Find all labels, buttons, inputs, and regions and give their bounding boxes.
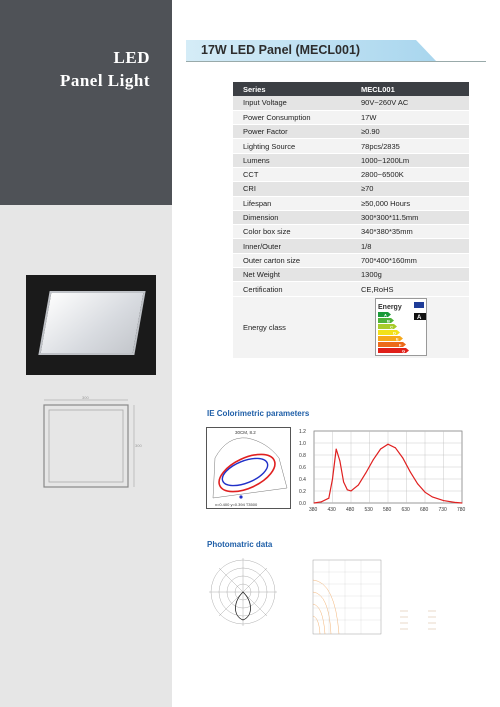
spec-row	[233, 210, 469, 224]
spec-label: Dimension	[233, 210, 351, 224]
spec-value: 2800~6500K	[351, 167, 469, 181]
spec-value: ≥0.90	[351, 125, 469, 139]
spec-row	[233, 153, 469, 167]
isolux-chart	[295, 550, 385, 642]
spec-value: ≥70	[351, 182, 469, 196]
spec-row	[233, 110, 469, 124]
spec-value: 1300g	[351, 268, 469, 282]
energy-grade-bar	[378, 336, 403, 341]
energy-grade-letter: B	[387, 318, 390, 324]
energy-grade-letter: A	[384, 312, 387, 318]
energy-class-value	[351, 296, 469, 358]
spectrum-point	[332, 479, 333, 480]
spectrum-point	[410, 471, 411, 472]
spec-label: CRI	[233, 182, 351, 196]
spec-header-model: MECL001	[351, 82, 469, 96]
spec-row	[233, 225, 469, 239]
spec-label: CCT	[233, 167, 351, 181]
spectrum-point	[380, 449, 381, 450]
spectrum-point	[462, 503, 463, 504]
polar-distribution-chart	[207, 552, 289, 642]
spec-value: 300*300*11.5mm	[351, 210, 469, 224]
energy-grade-letter: F	[399, 342, 402, 348]
energy-grade-bar	[378, 330, 400, 335]
spec-value: 1/8	[351, 239, 469, 253]
spectrum-point	[417, 483, 418, 484]
spectrum-chart	[296, 427, 466, 517]
spectrum-point	[358, 485, 359, 486]
spec-value: ≥50,000 Hours	[351, 196, 469, 210]
spectrum-point	[351, 491, 352, 492]
page-title: 17W LED Panel (MECL001)	[201, 43, 361, 57]
cie-top-label: 30CM, 8.2	[235, 430, 256, 435]
x-tick-label: 430	[327, 507, 336, 513]
photometric-title: Photomatric data	[207, 540, 273, 549]
spec-label: Input Voltage	[233, 96, 351, 110]
energy-grade-letter: E	[396, 336, 399, 342]
y-tick-label: 1.2	[299, 429, 306, 435]
energy-class-label: Energy class	[233, 296, 351, 358]
x-tick-label: 380	[309, 507, 318, 513]
spec-row	[233, 268, 469, 282]
spec-label: Power Factor	[233, 125, 351, 139]
spectrum-point	[402, 458, 403, 459]
energy-class-letter: A	[417, 315, 422, 322]
energy-label-image	[375, 298, 427, 356]
spec-row	[233, 96, 469, 110]
sidebar-title-line1: LED	[113, 48, 150, 67]
x-tick-label: 530	[364, 507, 373, 513]
spec-value: 700*400*160mm	[351, 253, 469, 267]
spec-row	[233, 167, 469, 181]
product-photo	[26, 275, 156, 375]
drawing-width-label: 300	[82, 395, 89, 400]
spectrum-point	[425, 492, 426, 493]
y-tick-label: 1.0	[299, 441, 306, 447]
spectrum-point	[432, 497, 433, 498]
spectrum-point	[373, 459, 374, 460]
spec-label: Color box size	[233, 225, 351, 239]
energy-grade-letter: G	[402, 348, 406, 354]
x-tick-label: 780	[457, 507, 466, 513]
spec-row	[233, 239, 469, 253]
x-tick-label: 630	[401, 507, 410, 513]
y-tick-label: 0.6	[299, 465, 306, 471]
colorimetric-title: IE Colorimetric parameters	[207, 409, 310, 418]
spec-label: Outer carton size	[233, 253, 351, 267]
spec-label: Certification	[233, 282, 351, 296]
x-tick-label: 480	[346, 507, 355, 513]
spec-label: Lifespan	[233, 196, 351, 210]
spec-row	[233, 182, 469, 196]
energy-grade-bar	[378, 318, 394, 323]
spectrum-point	[328, 498, 329, 499]
spec-label: Inner/Outer	[233, 239, 351, 253]
spec-value: CE,RoHS	[351, 282, 469, 296]
spec-label: Lumens	[233, 153, 351, 167]
spec-value: 78pcs/2835	[351, 139, 469, 153]
y-tick-label: 0.0	[299, 501, 306, 507]
energy-grade-bar	[378, 342, 406, 347]
spec-value: 340*380*35mm	[351, 225, 469, 239]
y-tick-label: 0.2	[299, 489, 306, 495]
spec-table	[233, 82, 469, 359]
spectrum-point	[454, 502, 455, 503]
spec-row	[233, 282, 469, 296]
spectrum-point	[388, 444, 389, 445]
spec-row	[233, 139, 469, 153]
drawing-height-label: 300	[135, 443, 142, 448]
spectrum-point	[443, 500, 444, 501]
spectrum-point	[314, 503, 315, 504]
spec-value: 17W	[351, 110, 469, 124]
isolux-legend	[398, 608, 458, 638]
spec-header-series: Series	[233, 82, 351, 96]
energy-grade-letter: C	[390, 324, 393, 330]
cie-diagram	[206, 427, 291, 509]
x-tick-label: 580	[383, 507, 392, 513]
sidebar-title-line2: Panel Light	[59, 71, 150, 90]
spec-value: 90V~260V AC	[351, 96, 469, 110]
energy-row	[233, 296, 469, 358]
spectrum-point	[321, 501, 322, 502]
spec-label: Net Weight	[233, 268, 351, 282]
y-tick-label: 0.4	[299, 477, 306, 483]
spectrum-point	[339, 461, 340, 462]
spec-label: Lighting Source	[233, 139, 351, 153]
spec-row	[233, 253, 469, 267]
spec-value: 1000~1200Lm	[351, 153, 469, 167]
dimension-drawing	[38, 397, 140, 491]
spec-row	[233, 125, 469, 139]
spectrum-point	[336, 449, 337, 450]
header-divider	[186, 61, 486, 62]
x-tick-label: 730	[438, 507, 447, 513]
sidebar-top	[0, 0, 172, 205]
y-tick-label: 0.8	[299, 453, 306, 459]
x-tick-label: 680	[420, 507, 429, 513]
spec-row	[233, 196, 469, 210]
energy-grade-bar	[378, 324, 397, 329]
energy-word: Energy	[378, 304, 402, 312]
spec-label: Power Consumption	[233, 110, 351, 124]
sidebar-title	[10, 46, 150, 92]
energy-grade-letter: D	[393, 330, 396, 336]
spectrum-point	[365, 473, 366, 474]
cie-bottom-label: x=0.400 y=0.394 T3500	[215, 502, 258, 507]
spectrum-point	[395, 447, 396, 448]
spectrum-point	[347, 489, 348, 490]
spectrum-point	[343, 482, 344, 483]
